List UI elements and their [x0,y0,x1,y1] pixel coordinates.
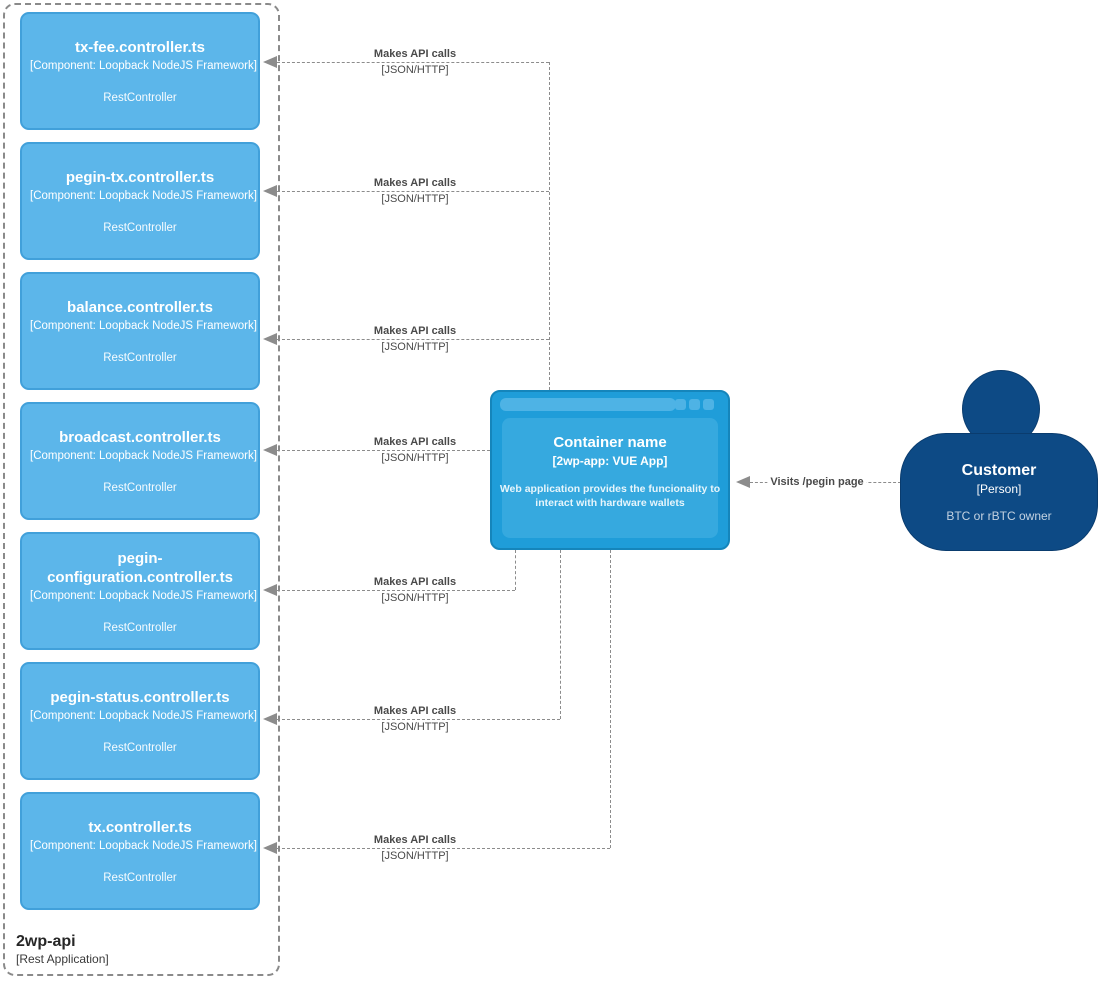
browser-button-icon [689,399,700,410]
component-meta: [Component: Loopback NodeJS Framework] [30,60,257,72]
person-customer[interactable] [900,433,1098,551]
component-tx-fee-controller[interactable] [20,12,260,130]
component-tech: RestController [103,742,177,754]
container-2wp-app[interactable] [490,390,730,550]
arrow-left-icon [263,842,277,854]
edge-label-text: Makes API calls [373,436,457,448]
edge-label-tech: [JSON/HTTP] [381,341,449,353]
edge-line [549,62,550,390]
component-title: balance.controller.ts [67,299,213,316]
edge-label-tech: [JSON/HTTP] [381,592,449,604]
component-meta: [Component: Loopback NodeJS Framework] [30,840,257,852]
edge-label-tech: [JSON/HTTP] [381,850,449,862]
edge-label-text: Makes API calls [373,177,457,189]
arrow-left-icon [263,185,277,197]
edge-label-api-calls [374,705,456,734]
edge-label-tech: [JSON/HTTP] [381,64,449,76]
boundary-label [16,933,109,966]
component-meta: [Component: Loopback NodeJS Framework] [30,589,257,602]
component-meta: [Component: Loopback NodeJS Framework] [30,190,257,202]
component-balance-controller[interactable] [20,272,260,390]
edge-label-tech: [JSON/HTTP] [381,452,449,464]
edge-line [610,550,611,848]
component-title: pegin-status.controller.ts [50,689,230,706]
component-title: pegin-configuration.controller.ts [47,549,233,586]
component-meta: [Component: Loopback NodeJS Framework] [30,450,257,462]
browser-address-bar [500,398,676,411]
component-tech: RestController [103,352,177,364]
edge-label-api-calls [374,834,456,863]
edge-label-text: Makes API calls [373,48,457,60]
edge-label-text: Makes API calls [373,576,457,588]
component-tech: RestController [103,872,177,884]
arrow-left-icon [263,444,277,456]
component-tech: RestController [103,222,177,234]
browser-button-icon [703,399,714,410]
browser-button-icon [675,399,686,410]
component-broadcast-controller[interactable] [20,402,260,520]
component-pegin-status-controller[interactable] [20,662,260,780]
arrow-left-icon [263,333,277,345]
component-tech: RestController [103,482,177,494]
container-title: Container name [553,434,667,451]
component-meta: [Component: Loopback NodeJS Framework] [30,710,257,722]
component-pegin-configuration-controller[interactable] [20,532,260,650]
edge-label-text: Makes API calls [373,834,457,846]
component-meta: [Component: Loopback NodeJS Framework] [30,320,257,332]
person-description: BTC or rBTC owner [946,509,1052,523]
edge-label-api-calls [374,48,456,77]
person-title: Customer [961,462,1037,479]
edge-label-text: Makes API calls [373,325,457,337]
arrow-left-icon [263,713,277,725]
component-title: tx-fee.controller.ts [74,39,206,56]
component-tech: RestController [103,621,177,634]
person-meta: [Person] [976,482,1022,496]
edge-label-visits-pegin: Visits /pegin page [767,476,866,488]
edge-label-api-calls [374,436,456,465]
edge-line [560,550,561,719]
component-tech: RestController [103,92,177,104]
arrow-left-icon [263,56,277,68]
component-pegin-tx-controller[interactable] [20,142,260,260]
boundary-type: [Rest Application] [16,952,109,966]
edge-label-text: Makes API calls [373,705,457,717]
container-description: Web application provides the funcionality to interact with hardware wallets [499,483,721,509]
edge-label-api-calls [374,325,456,354]
component-tx-controller[interactable] [20,792,260,910]
boundary-name: 2wp-api [16,933,76,950]
arrow-left-icon [263,584,277,596]
component-title: broadcast.controller.ts [59,429,221,446]
container-meta: [2wp-app: VUE App] [552,454,668,468]
edge-label-tech: [JSON/HTTP] [381,721,449,733]
container-body [499,418,721,538]
arrow-left-icon [736,476,750,488]
edge-label-tech: [JSON/HTTP] [381,193,449,205]
component-title: pegin-tx.controller.ts [65,169,215,186]
edge-line [515,550,516,590]
edge-label-api-calls [374,576,456,605]
component-title: tx.controller.ts [88,819,192,836]
edge-label-api-calls [374,177,456,206]
